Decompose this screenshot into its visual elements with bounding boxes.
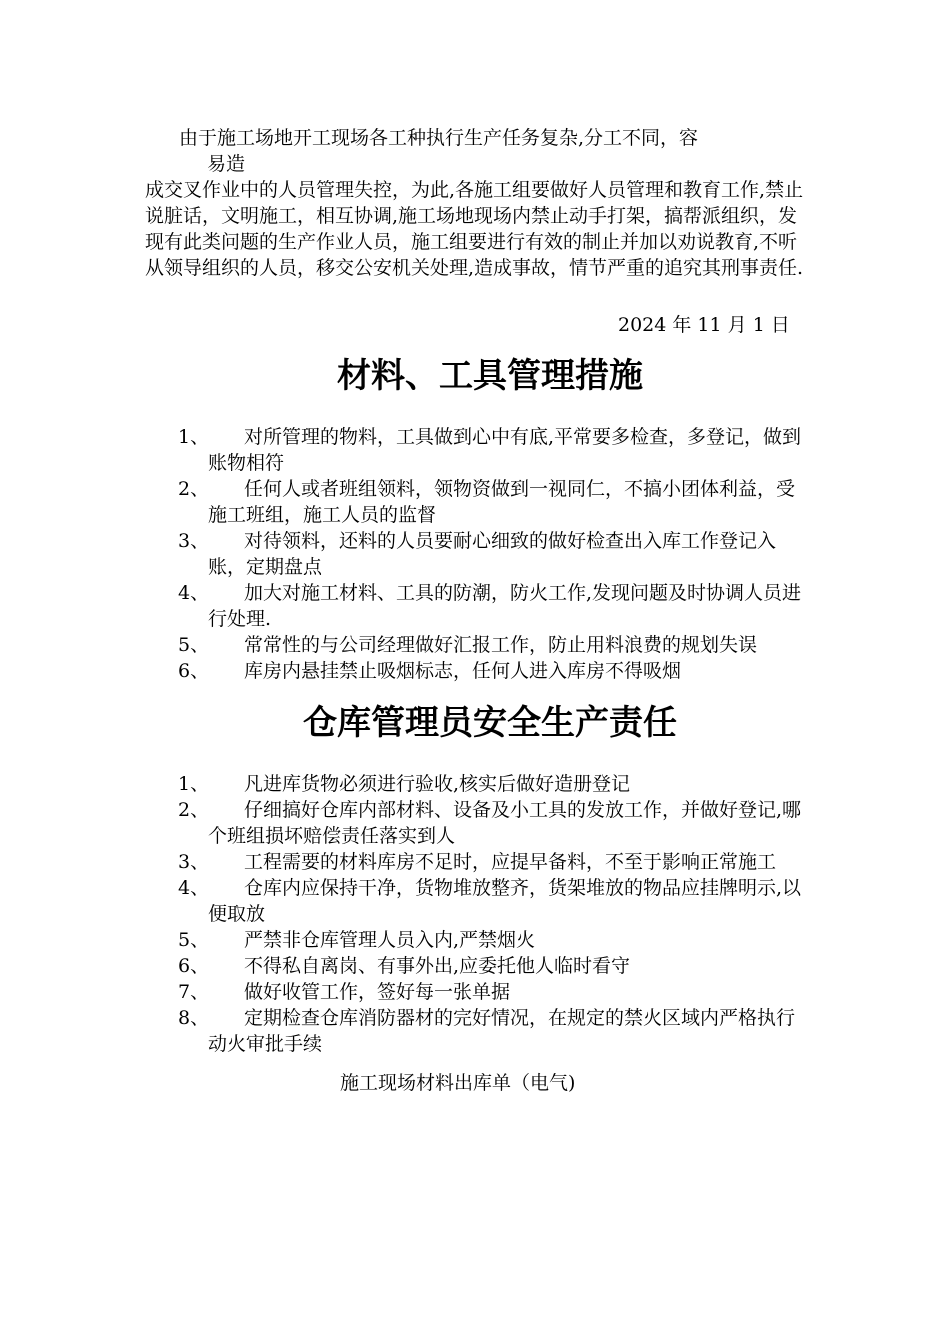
item-number: 6、 (178, 660, 210, 682)
section-title-materials: 材料、工具管理措施 (337, 356, 643, 396)
list-item (178, 953, 808, 979)
item-number: 6、 (178, 955, 210, 977)
intro-line-2: 易造 (207, 153, 246, 175)
intro-line-1: 由于施工场地开工现场各工种执行生产任务复杂,分工不同，容 (179, 127, 699, 149)
list-item (178, 927, 808, 953)
warehouse-list (178, 771, 808, 1057)
item-text: 凡进库货物必须进行验收,核实后做好造册登记 (244, 773, 631, 795)
item-number: 4、 (178, 877, 210, 899)
item-number: 5、 (178, 634, 210, 656)
intro-paragraph (145, 125, 805, 281)
item-text: 对所管理的物料，工具做到心中有底,平常要多检查，多登记，做到账物相符 (208, 426, 802, 474)
item-number: 5、 (178, 929, 210, 951)
item-text: 严禁非仓库管理人员入内,严禁烟火 (244, 929, 536, 951)
item-number: 3、 (178, 530, 210, 552)
list-item (178, 849, 808, 875)
item-text: 工程需要的材料库房不足时，应提早备料，不至于影响正常施工 (244, 851, 777, 873)
list-item (178, 875, 808, 927)
list-item (178, 424, 808, 476)
item-text: 加大对施工材料、工具的防潮，防火工作,发现问题及时协调人员进行处理. (208, 582, 802, 630)
item-text: 任何人或者班组领料，领物资做到一视同仁，不搞小团体利益，受施工班组，施工人员的监督 (208, 478, 796, 526)
item-number: 7、 (178, 981, 210, 1003)
list-item (178, 979, 808, 1005)
materials-list (178, 424, 808, 684)
item-text: 做好收管工作，签好每一张单据 (244, 981, 511, 1003)
list-item (178, 476, 808, 528)
section-title-warehouse: 仓库管理员安全生产责任 (303, 703, 677, 743)
list-item (178, 658, 808, 684)
document-date: 2024 年 11 月 1 日 (618, 314, 790, 336)
list-item (178, 580, 808, 632)
list-item (178, 1005, 808, 1057)
footer-caption: 施工现场材料出库单（电气) (340, 1072, 576, 1094)
item-text: 对待领料，还料的人员要耐心细致的做好检查出入库工作登记入账，定期盘点 (208, 530, 777, 578)
item-number: 3、 (178, 851, 210, 873)
item-text: 不得私自离岗、有事外出,应委托他人临时看守 (244, 955, 631, 977)
item-text: 仓库内应保持干净，货物堆放整齐，货架堆放的物品应挂牌明示,以便取放 (208, 877, 802, 925)
intro-body: 成交叉作业中的人员管理失控，为此,各施工组要做好人员管理和教育工作,禁止说脏话，文明施工，相互协调,施工场地现场内禁止动手打架，搞帮派组织，发现有此类问题的生产作业人员，施工组要进行有效的制止并加以劝说教育,不听从领导组织的人员，移交公安机关处理,造成事故，情节严重的追究其刑事责任. (145, 179, 804, 279)
item-number: 1、 (178, 426, 210, 448)
item-number: 2、 (178, 799, 210, 821)
item-number: 2、 (178, 478, 210, 500)
item-number: 8、 (178, 1007, 210, 1029)
item-number: 1、 (178, 773, 210, 795)
item-text: 定期检查仓库消防器材的完好情况，在规定的禁火区域内严格执行动火审批手续 (208, 1007, 796, 1055)
item-number: 4、 (178, 582, 210, 604)
list-item (178, 797, 808, 849)
list-item (178, 528, 808, 580)
item-text: 库房内悬挂禁止吸烟标志，任何人进入库房不得吸烟 (244, 660, 682, 682)
list-item (178, 632, 808, 658)
item-text: 常常性的与公司经理做好汇报工作，防止用料浪费的规划失误 (244, 634, 758, 656)
item-text: 仔细搞好仓库内部材料、设备及小工具的发放工作，并做好登记,哪个班组损坏赔偿责任落实到人 (208, 799, 802, 847)
list-item (178, 771, 808, 797)
